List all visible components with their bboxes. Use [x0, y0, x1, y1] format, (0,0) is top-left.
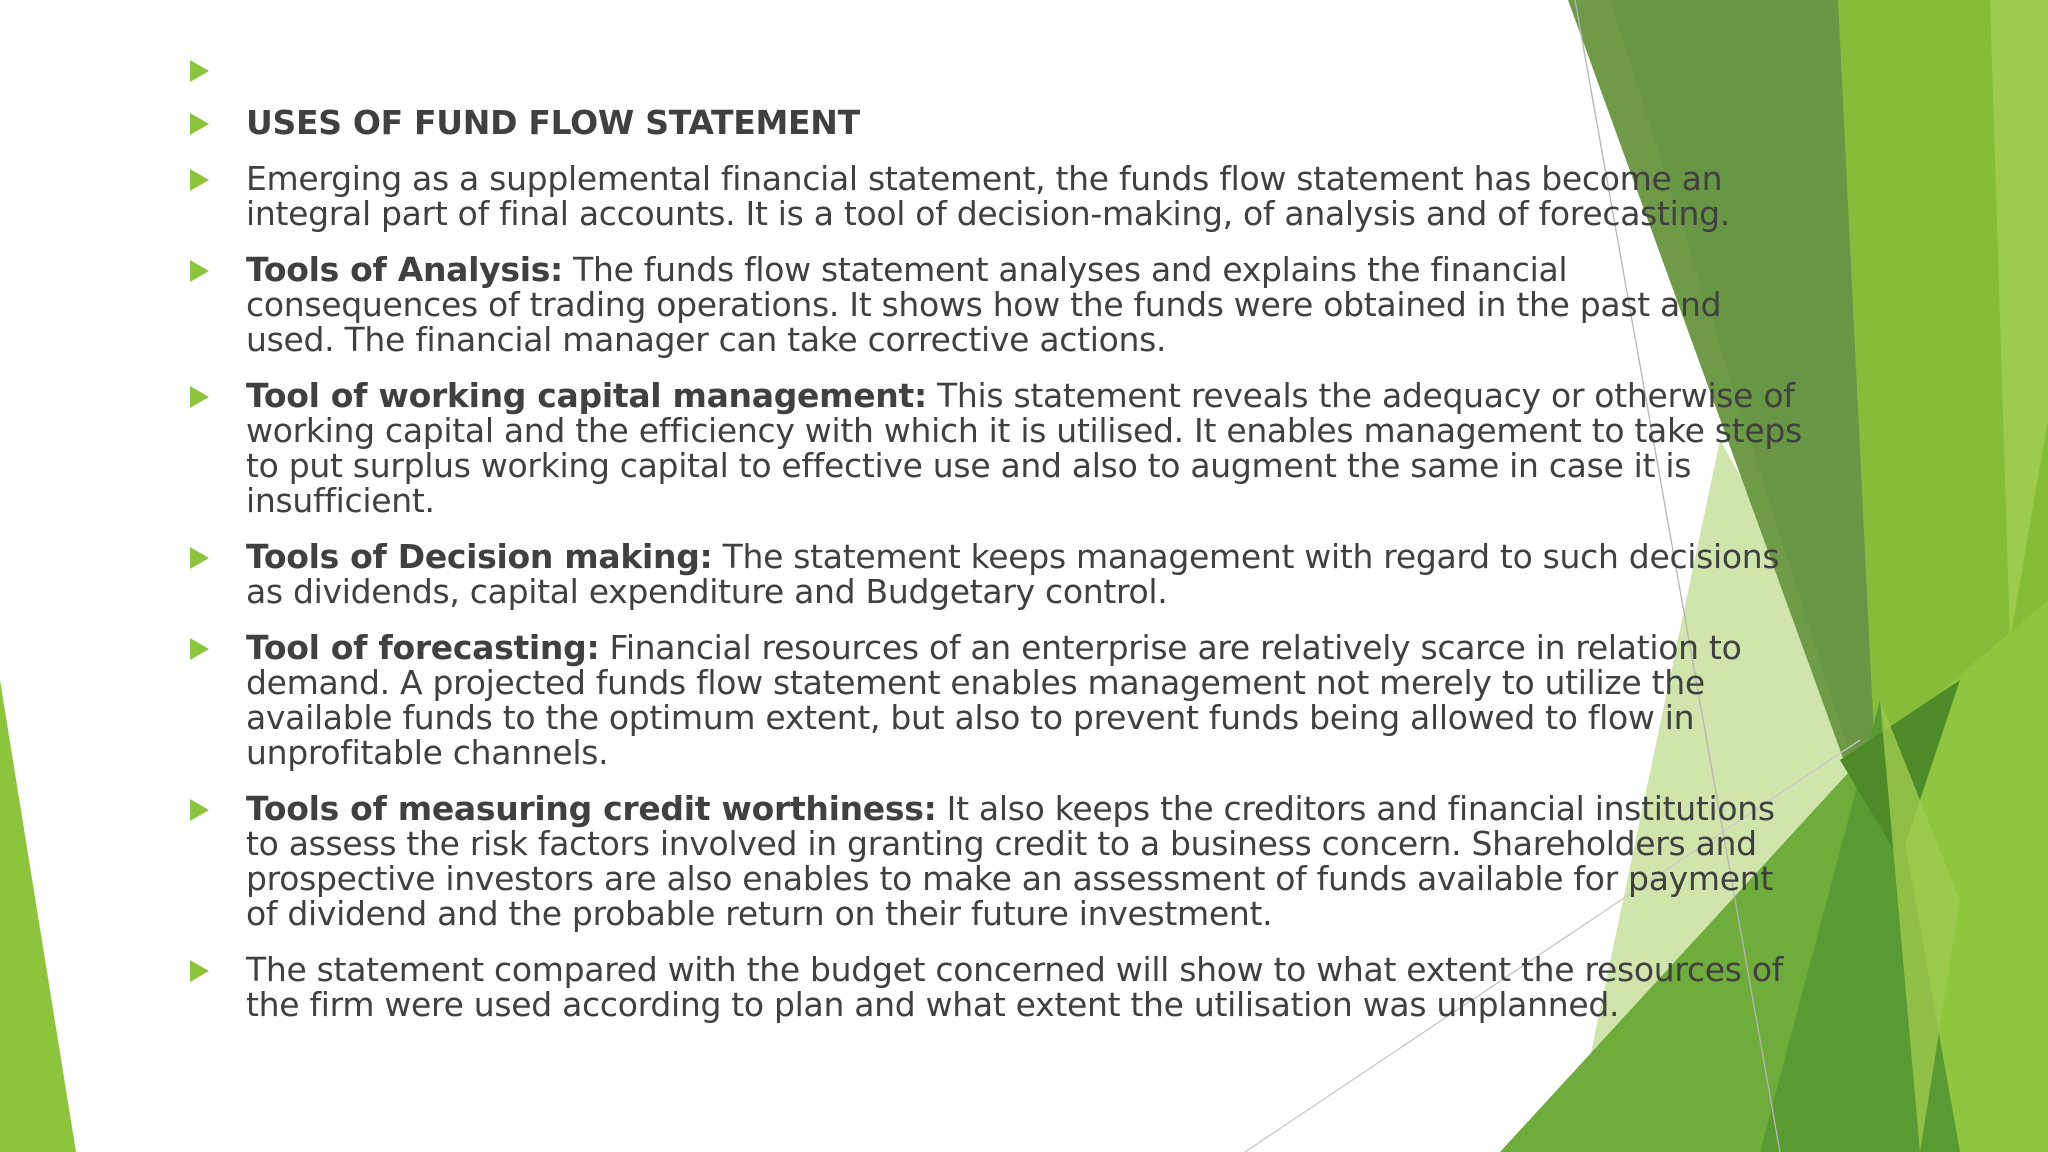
bullet-arrow-icon	[190, 638, 209, 660]
bullet-credit-worthiness	[186, 791, 1806, 931]
left-green-sliver	[0, 680, 76, 1152]
bullet-empty	[186, 52, 1806, 87]
bullet-arrow-icon	[190, 799, 209, 821]
bullet-text: Emerging as a supplemental financial statement, the funds flow statement has become an integral part of final accounts. It is a tool of decision-making, of analysis and of forecasting.	[246, 159, 1730, 233]
bullet-text: It also keeps the creditors and financial institutions to assess the risk factors involved in granting credit to a business concern. Shareholders and prospective investors are also enables to make an assessment of funds available for payment of dividend and the probable return on their future investment.	[246, 789, 1775, 933]
bullet-text: The statement compared with the budget concerned will show to what extent the resources of the firm were used according to plan and what extent the utilisation was unplanned.	[246, 950, 1784, 1024]
bullet-text: Financial resources of an enterprise are relatively scarce in relation to demand. A projected funds flow statement enables management not merely to utilize the available funds to the optimum extent, but also to prevent funds being allowed to flow in unprofitable channels.	[246, 628, 1742, 772]
bullet-arrow-icon	[190, 547, 209, 569]
bullet-tools-of-analysis	[186, 252, 1806, 357]
bullet-decision-making	[186, 539, 1806, 609]
bullet-budget-comparison	[186, 952, 1806, 1022]
bullet-arrow-icon	[190, 169, 209, 191]
bullet-term: Tool of forecasting:	[246, 628, 600, 667]
bullet-text: The statement keeps management with regard to such decisions as dividends, capital expenditure and Budgetary control.	[246, 537, 1780, 611]
slide-content	[186, 52, 1806, 1043]
bullet-text: This statement reveals the adequacy or otherwise of working capital and the efficiency with which it is utilised. It enables management to take steps to put surplus working capital to effective use and also to augment the same in case it is insufficient.	[246, 376, 1802, 520]
bullet-term: Tool of working capital management:	[246, 376, 927, 415]
bullet-term: Tools of Analysis:	[246, 250, 563, 289]
bullet-arrow-icon	[190, 113, 209, 135]
bullet-term: Tools of measuring credit worthiness:	[246, 789, 937, 828]
bullet-arrow-icon	[190, 386, 209, 408]
bullet-arrow-icon	[190, 960, 209, 982]
bullet-intro	[186, 161, 1806, 231]
bullet-arrow-icon	[190, 60, 209, 82]
bullet-forecasting	[186, 630, 1806, 770]
bullet-list	[186, 52, 1806, 1022]
bullet-working-capital	[186, 378, 1806, 518]
slide-heading: USES OF FUND FLOW STATEMENT	[246, 103, 860, 142]
bullet-text: The funds flow statement analyses and explains the financial consequences of trading operations. It shows how the funds were obtained in the past and used. The financial manager can take corrective actions.	[246, 250, 1722, 359]
bullet-heading	[186, 105, 1806, 140]
bullet-term: Tools of Decision making:	[246, 537, 713, 576]
bullet-arrow-icon	[190, 260, 209, 282]
